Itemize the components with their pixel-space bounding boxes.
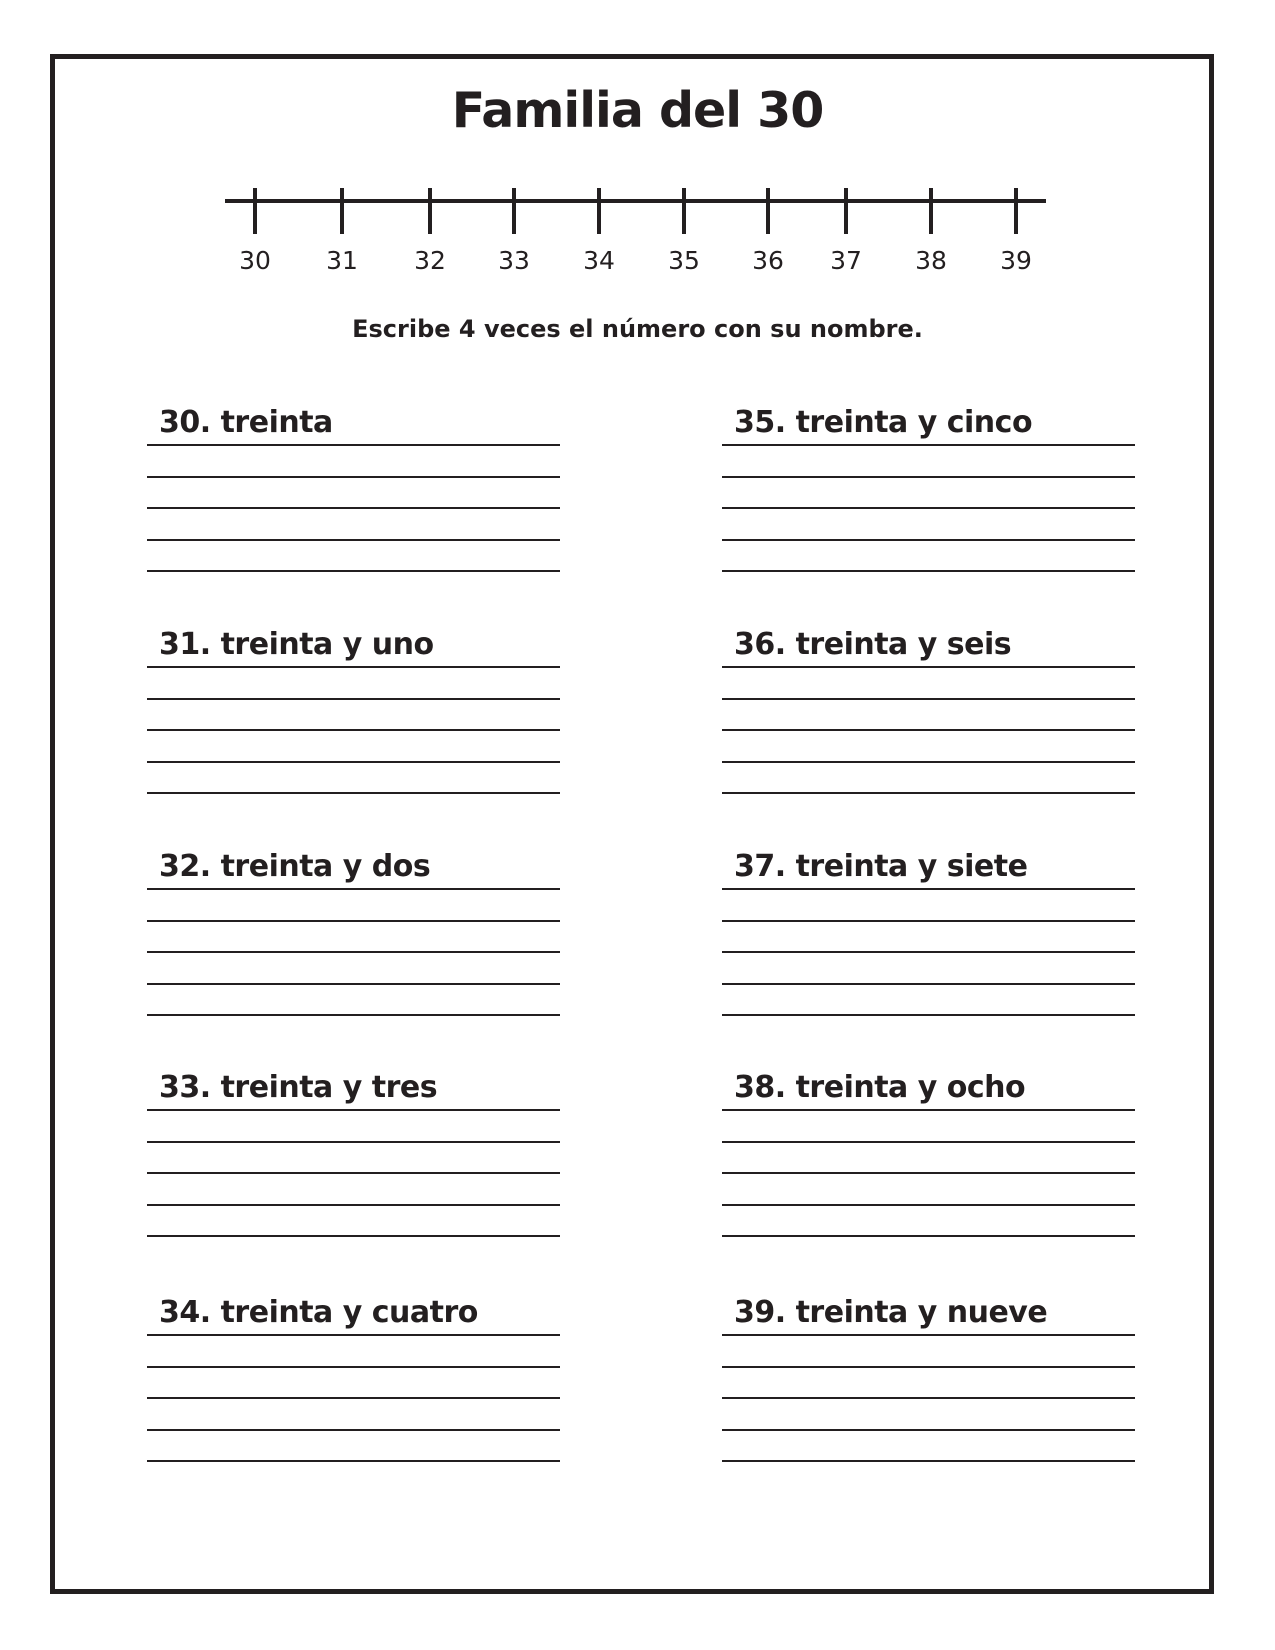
writing-line[interactable] xyxy=(722,951,1135,953)
writing-line[interactable] xyxy=(147,1141,560,1143)
instruction-text: Escribe 4 veces el número con su nombre. xyxy=(352,315,923,343)
label-underline xyxy=(722,888,1135,890)
writing-block xyxy=(722,405,1135,540)
number-line-label: 33 xyxy=(498,246,530,275)
writing-block xyxy=(722,1295,1135,1430)
writing-line[interactable] xyxy=(147,1429,560,1431)
writing-line[interactable] xyxy=(147,476,560,478)
writing-line[interactable] xyxy=(722,507,1135,509)
writing-line[interactable] xyxy=(722,1366,1135,1368)
number-name-label: 32. treinta y dos xyxy=(159,849,431,884)
number-name-label: 36. treinta y seis xyxy=(734,627,1012,662)
writing-line[interactable] xyxy=(147,1460,560,1462)
writing-line[interactable] xyxy=(722,792,1135,794)
writing-line[interactable] xyxy=(147,570,560,572)
writing-line[interactable] xyxy=(722,920,1135,922)
writing-line[interactable] xyxy=(147,792,560,794)
number-name-label: 37. treinta y siete xyxy=(734,849,1028,884)
writing-block xyxy=(722,849,1135,984)
writing-line[interactable] xyxy=(722,1014,1135,1016)
writing-line[interactable] xyxy=(147,1204,560,1206)
writing-line[interactable] xyxy=(722,1172,1135,1174)
writing-line[interactable] xyxy=(147,983,560,985)
writing-line[interactable] xyxy=(722,539,1135,541)
label-underline xyxy=(722,1334,1135,1336)
writing-block xyxy=(722,1070,1135,1205)
number-name-label: 31. treinta y uno xyxy=(159,627,434,662)
label-underline xyxy=(147,888,560,890)
writing-block xyxy=(147,849,560,984)
number-line-label: 31 xyxy=(326,246,358,275)
writing-line[interactable] xyxy=(147,761,560,763)
writing-block xyxy=(147,405,560,540)
writing-line[interactable] xyxy=(722,983,1135,985)
label-underline xyxy=(147,444,560,446)
label-underline xyxy=(147,1334,560,1336)
writing-line[interactable] xyxy=(147,1235,560,1237)
writing-line[interactable] xyxy=(147,1014,560,1016)
number-line-label: 39 xyxy=(1000,246,1032,275)
number-line-label: 34 xyxy=(583,246,615,275)
number-line-label: 32 xyxy=(414,246,446,275)
label-underline xyxy=(722,444,1135,446)
writing-line[interactable] xyxy=(147,539,560,541)
number-line-label: 37 xyxy=(830,246,862,275)
number-line-label: 30 xyxy=(239,246,271,275)
writing-line[interactable] xyxy=(722,729,1135,731)
number-name-label: 35. treinta y cinco xyxy=(734,405,1033,440)
label-underline xyxy=(722,1109,1135,1111)
writing-line[interactable] xyxy=(147,507,560,509)
writing-line[interactable] xyxy=(722,1429,1135,1431)
writing-block xyxy=(147,1070,560,1205)
number-name-label: 33. treinta y tres xyxy=(159,1070,438,1105)
number-name-label: 39. treinta y nueve xyxy=(734,1295,1048,1330)
writing-block xyxy=(147,1295,560,1430)
writing-line[interactable] xyxy=(147,729,560,731)
number-line xyxy=(0,0,1275,290)
number-name-label: 30. treinta xyxy=(159,405,333,440)
number-name-label: 38. treinta y ocho xyxy=(734,1070,1026,1105)
writing-line[interactable] xyxy=(722,698,1135,700)
writing-line[interactable] xyxy=(147,1366,560,1368)
number-name-label: 34. treinta y cuatro xyxy=(159,1295,478,1330)
writing-line[interactable] xyxy=(147,1172,560,1174)
writing-line[interactable] xyxy=(147,920,560,922)
writing-line[interactable] xyxy=(722,1204,1135,1206)
writing-line[interactable] xyxy=(147,698,560,700)
number-line-label: 36 xyxy=(752,246,784,275)
writing-block xyxy=(722,627,1135,762)
writing-line[interactable] xyxy=(722,1141,1135,1143)
label-underline xyxy=(147,1109,560,1111)
writing-line[interactable] xyxy=(722,476,1135,478)
writing-line[interactable] xyxy=(722,1460,1135,1462)
writing-block xyxy=(147,627,560,762)
writing-line[interactable] xyxy=(722,761,1135,763)
number-line-label: 38 xyxy=(915,246,947,275)
writing-line[interactable] xyxy=(147,1397,560,1399)
page-title: Familia del 30 xyxy=(451,82,824,139)
writing-line[interactable] xyxy=(722,570,1135,572)
label-underline xyxy=(722,666,1135,668)
writing-line[interactable] xyxy=(722,1397,1135,1399)
number-line-label: 35 xyxy=(668,246,700,275)
label-underline xyxy=(147,666,560,668)
writing-line[interactable] xyxy=(147,951,560,953)
writing-line[interactable] xyxy=(722,1235,1135,1237)
